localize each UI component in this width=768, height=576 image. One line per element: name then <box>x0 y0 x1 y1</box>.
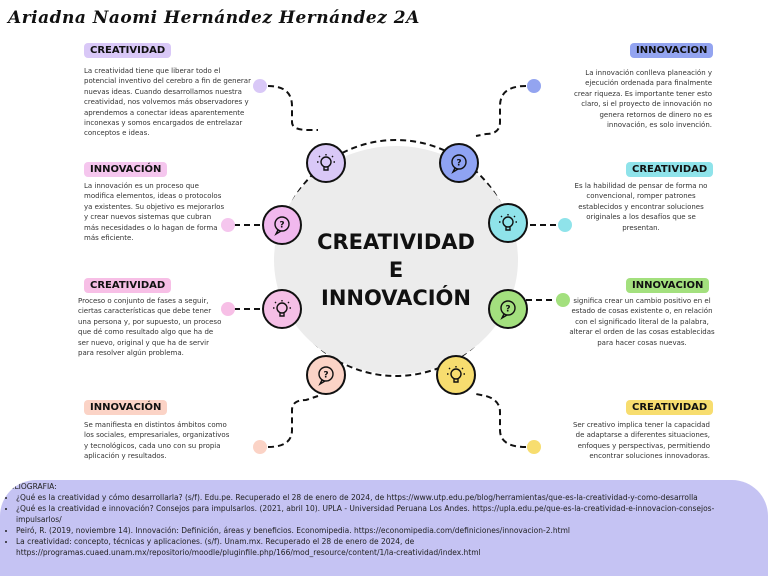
bibliography-heading: BIBLIOGRAFIA: <box>2 482 57 491</box>
center-title-line2: E <box>388 258 404 282</box>
node-tag: INNOVACIÓN <box>84 162 167 177</box>
bibliography-entry-continuation: https://programas.cuaed.unam.mx/repositorio/moodle/pluginfile.php/166/mod_resource/content/1/la-creatividad/index.html <box>16 548 481 557</box>
bibliography-entry: • La creatividad: concepto, técnicas y aplicaciones. (s/f). Unam.mx. Recuperado el 28 de enero de 2024, de <box>16 536 768 547</box>
node-tag: INNOVACIÓN <box>84 400 167 415</box>
node-tag: CREATIVIDAD <box>84 43 171 58</box>
node-tag: CREATIVIDAD <box>626 400 713 415</box>
node-text: La innovación es un proceso que modifica elementos, ideas o protocolos ya existentes. Su objetivo es mejorarlos y crear nuevos sistemas que cubran más necesidades o lo hagan de forma más eficiente. <box>84 182 225 243</box>
connector-dot <box>253 79 267 93</box>
svg-text:?: ? <box>279 220 285 231</box>
node-text: Es la habilidad de pensar de forma no convencional, romper patrones establecidos y encontrar soluciones originales a los desafíos que se presentan. <box>574 182 708 232</box>
connector-top-right <box>476 86 526 136</box>
connector-dot <box>253 440 267 454</box>
center-title <box>292 228 500 312</box>
connector-bottom-right <box>476 394 526 447</box>
svg-text:?: ? <box>323 370 329 381</box>
svg-text:?: ? <box>456 158 462 169</box>
node-text: La innovación conlleva planeación y ejecución ordenada para finalmente crear riqueza. Es importante tener esto claro, si el proyecto de innovación no genera retornos de dinero no es innovación, es solo invención. <box>574 69 712 130</box>
connector-dot <box>527 440 541 454</box>
bibliography-entry: • ¿Qué es la creatividad y cómo desarrollarla? (s/f). Edu.pe. Recuperado el 28 de enero de 2024, de https://www.utp.edu.pe/blog/herramientas/que-es-la-creatividad-y-como-desarrolla <box>16 492 768 503</box>
connector-dot <box>527 79 541 93</box>
lightbulb-icon <box>436 355 476 395</box>
connector-bottom-left <box>268 396 318 447</box>
speech-bubble-question-icon <box>262 205 302 245</box>
node-text: Proceso o conjunto de fases a seguir, ciertas características que debe tener una persona y, por supuesto, un proceso que dé como resultado algo que ha de ser nuevo, original y que ha de servir para resolver algún problema. <box>78 297 222 358</box>
bibliography-list <box>6 492 768 558</box>
speech-bubble-question-icon <box>306 355 346 395</box>
center-title-line3: INNOVACIÓN <box>321 286 471 310</box>
bibliography-entry: • ¿Qué es la creatividad e innovación? Consejos para impulsarlos. (2021, abril 10). UPLA - Universidad Peruana Los Andes. https://upla.edu.pe/que-es-la-creatividad-e-innovacion-consejos- <box>16 503 768 514</box>
connector-top-left <box>268 86 318 130</box>
node-text: La creatividad tiene que liberar todo el potencial inventivo del cerebro a fin de generar nuevas ideas. Cuando desarrollamos nuestra creatividad, nos volvemos más observadores y aprendemos a conectar ideas aparentemente inconexas y somos encargados de entrelazar conceptos e ideas. <box>84 67 251 138</box>
lightbulb-icon <box>488 203 528 243</box>
node-text: significa crear un cambio positivo en el estado de cosas existente o, en relación con el significado literal de la palabra, alterar el orden de las cosas establecidas para hacer cosas nuevas. <box>569 297 715 347</box>
speech-bubble-question-icon <box>439 143 479 183</box>
center-title-line1: CREATIVIDAD <box>317 230 475 254</box>
bibliography-entry: • Peiró, R. (2019, noviembre 14). Innovación: Definición, áreas y beneficios. Economipedia. https://economipedia.com/definiciones/innovacion-2.html <box>16 525 768 536</box>
bibliography-panel <box>0 480 768 576</box>
node-tag: CREATIVIDAD <box>626 162 713 177</box>
node-text: Ser creativo implica tener la capacidad de adaptarse a diferentes situaciones, enfoques y perspectivas, permitiendo encontrar soluciones innovadoras. <box>572 421 710 461</box>
node-tag: INNOVACION <box>630 43 713 58</box>
bibliography-entry-continuation: impulsarlos/ <box>16 515 62 524</box>
page-title: Ariadna Naomi Hernández Hernández 2A <box>8 8 420 28</box>
speech-bubble-question-icon <box>488 289 528 329</box>
lightbulb-icon <box>306 143 346 183</box>
svg-text:?: ? <box>505 304 511 315</box>
lightbulb-icon <box>262 289 302 329</box>
node-tag: INNOVACION <box>626 278 709 293</box>
node-tag: CREATIVIDAD <box>84 278 171 293</box>
node-text: Se manifiesta en distintos ámbitos como los sociales, empresariales, organizativos y tecnológicos, cada uno con su propia aplicación y resultados. <box>84 421 230 461</box>
